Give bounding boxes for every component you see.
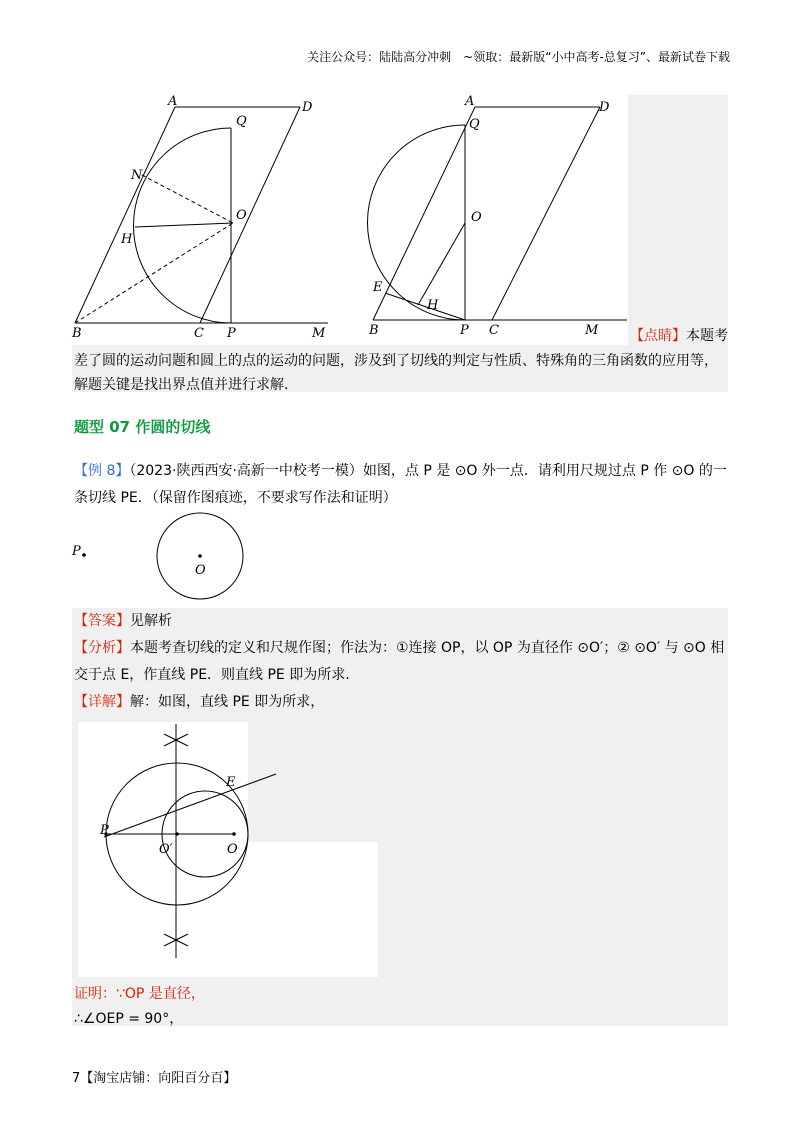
label-B: B xyxy=(369,323,379,338)
label-Q: Q xyxy=(469,117,480,132)
label-A: A xyxy=(168,95,178,109)
label-O: O xyxy=(195,563,206,578)
page-footer xyxy=(72,1066,236,1092)
comment-line-2: 差了圆的运动问题和圆上的点的运动的问题，涉及到了切线的判定与性质、特殊角的三角函数的应用等， xyxy=(74,353,718,369)
label-D: D xyxy=(599,100,610,115)
analysis-tag: 【分析】 xyxy=(74,640,130,656)
label-P: P xyxy=(227,326,236,341)
label-A: A xyxy=(465,95,475,109)
example-text-1: （2023·陕西西安·高新一中校考一模）如图，点 P 是 ⊙O 外一点．请利用尺规过点 P 作 ⊙O 的一 xyxy=(129,463,727,479)
label-P: P xyxy=(100,823,109,838)
label-N: N xyxy=(131,168,143,183)
footer-text: 【淘宝店铺：向阳百分百】 xyxy=(80,1071,237,1086)
geometry-figure-4 xyxy=(90,722,290,962)
label-Q: Q xyxy=(236,114,247,129)
label-E: E xyxy=(373,280,383,295)
label-O: O xyxy=(236,208,247,223)
analysis-line-2: 交于点 E，作直线 PE．则直线 PE 即为所求. xyxy=(74,667,350,683)
proof-line-2: ∴∠OEP = 90°， xyxy=(74,1011,184,1027)
label-O-prime: O′ xyxy=(159,842,173,857)
geometry-figure-3 xyxy=(70,510,270,610)
label-P: P xyxy=(460,323,469,338)
label-H: H xyxy=(427,298,439,313)
label-M: M xyxy=(312,326,326,341)
label-O: O xyxy=(471,210,482,225)
analysis-line-1 xyxy=(74,635,734,661)
comment-first-line xyxy=(630,323,730,349)
comment-tag: 【点睛】 xyxy=(630,328,686,344)
example-line-1 xyxy=(74,458,734,484)
label-B: B xyxy=(72,326,82,341)
proof-line-1: 证明：∵OP 是直径， xyxy=(74,986,205,1002)
label-D: D xyxy=(302,100,313,115)
comment-first: 本题考 xyxy=(686,328,728,344)
label-P: P xyxy=(72,544,81,559)
comment-line-3: 解题关键是找出界点值并进行求解. xyxy=(74,377,289,393)
detail-line xyxy=(74,689,734,715)
label-E: E xyxy=(226,775,236,790)
answer-text: 见解析 xyxy=(130,613,172,629)
label-C: C xyxy=(489,323,499,338)
geometry-figure-1 xyxy=(70,95,340,345)
label-M: M xyxy=(585,323,599,338)
answer-tag: 【答案】 xyxy=(74,613,130,629)
page-header: 关注公众号：陆陆高分冲刺 ~领取：最新版“小中高考-总复习”、最新试卷下载 xyxy=(307,50,730,64)
page-number: 7 xyxy=(72,1071,81,1086)
example-line-2: 条切线 PE．（保留作图痕迹，不要求写作法和证明） xyxy=(74,490,397,506)
answer-line xyxy=(74,608,172,634)
detail-tag: 【详解】 xyxy=(74,694,130,710)
geometry-figure-2 xyxy=(365,95,630,345)
label-C: C xyxy=(194,326,204,341)
label-H: H xyxy=(121,232,133,247)
detail-text: 解：如图，直线 PE 即为所求， xyxy=(130,694,325,710)
label-O: O xyxy=(227,842,238,857)
analysis-text-1: 本题考查切线的定义和尺规作图；作法为：①连接 OP，以 OP 为直径作 ⊙O′；② ⊙O′ 与 ⊙O 相 xyxy=(130,640,725,656)
example-tag: 【例 8】 xyxy=(74,463,130,479)
section-title: 题型 07 作圆的切线 xyxy=(74,418,211,436)
